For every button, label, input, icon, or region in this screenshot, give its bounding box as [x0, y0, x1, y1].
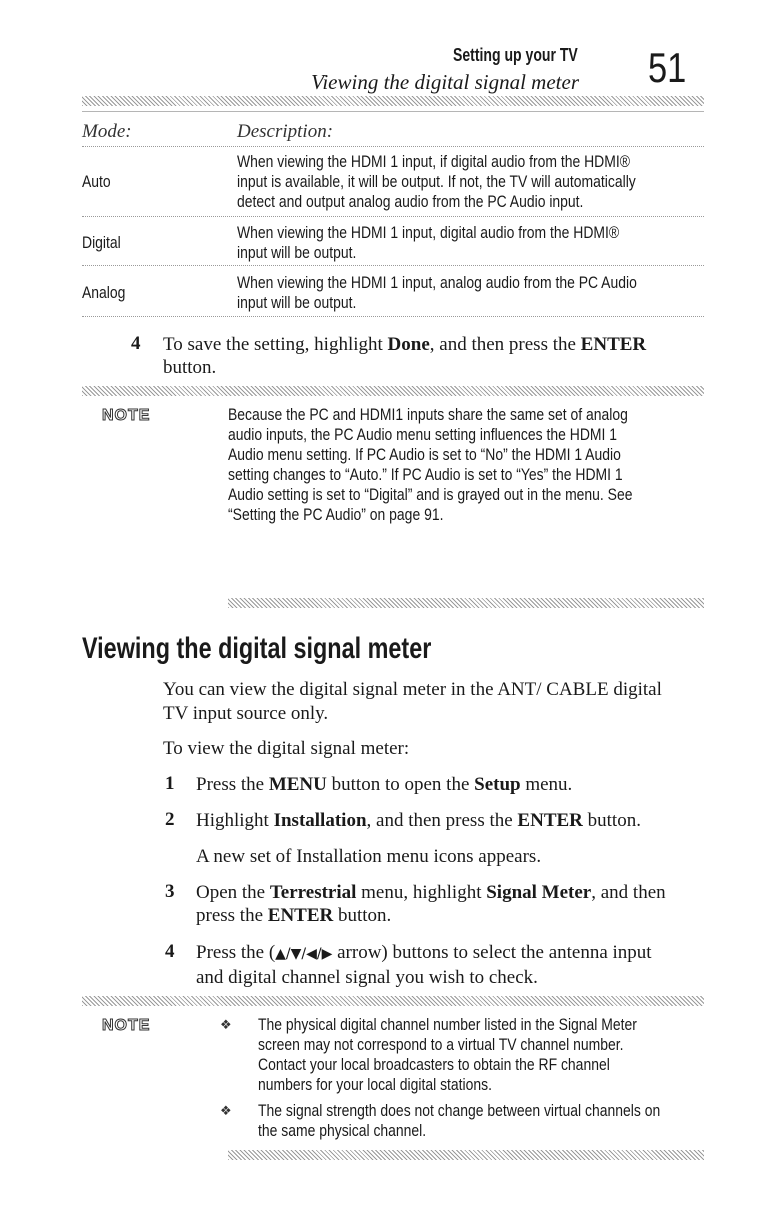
- mode-cell: Analog: [82, 283, 126, 302]
- step-number: 2: [165, 809, 175, 830]
- description-cell: [237, 223, 725, 263]
- running-header-section: Setting up your TV: [453, 45, 578, 65]
- ui-term-enter: ENTER: [267, 905, 334, 926]
- step-text-part: To save the setting, highlight: [163, 334, 388, 355]
- step-text-part: Open the: [196, 882, 270, 903]
- ui-term-signal-meter: Signal Meter: [486, 882, 592, 903]
- bullet-icon: ❖: [220, 1104, 232, 1119]
- description-cell: [237, 152, 725, 212]
- description-line: input is available, it will be output. If not, the TV will automatically: [237, 172, 636, 191]
- note-line: screen may not correspond to a virtual TV channel number.: [258, 1035, 624, 1054]
- description-line: input will be output.: [237, 293, 357, 312]
- note-line: setting changes to “Auto.” If PC Audio is set to “Yes” the HDMI 1: [228, 465, 623, 484]
- step-number: 3: [165, 881, 175, 902]
- note-line: Because the PC and HDMI1 inputs share the same set of analog: [228, 405, 628, 424]
- step-number: 4: [131, 333, 141, 354]
- ui-term-terrestrial: Terrestrial: [269, 882, 357, 903]
- description-line: When viewing the HDMI 1 input, analog audio from the PC Audio: [237, 273, 637, 292]
- note-line: The signal strength does not change between virtual channels on: [258, 1101, 661, 1120]
- table-header-description: Description:: [237, 121, 334, 142]
- note-bullet-text: [258, 1101, 701, 1141]
- ui-term-enter: ENTER: [580, 334, 647, 355]
- note-line: Audio menu setting. If PC Audio is set to “No” the HDMI 1 Audio: [228, 445, 621, 464]
- note-bullet-text: [258, 1015, 701, 1095]
- header-divider: [82, 96, 704, 106]
- step-text-part: Press the: [196, 774, 269, 795]
- step-text-part: press the: [196, 905, 268, 926]
- note-line: numbers for your local digital stations.: [258, 1075, 492, 1094]
- description-line: input will be output.: [237, 243, 357, 262]
- step-text: [196, 881, 736, 927]
- step-text-line: and digital channel signal you wish to check.: [196, 967, 538, 988]
- ui-term-done: Done: [387, 334, 430, 355]
- arrow-buttons-icon: ▲/▼/◀/▶: [275, 946, 333, 962]
- step-text-part: button to open the: [326, 774, 475, 795]
- note-label: NOTE: [102, 407, 151, 424]
- table-header-mode: Mode:: [82, 121, 132, 142]
- step-text-line: button.: [163, 357, 217, 378]
- intro-line: TV input source only.: [163, 703, 329, 724]
- table-row-rule: [82, 265, 704, 266]
- procedure-lead: To view the digital signal meter:: [163, 738, 410, 759]
- ui-term-installation: Installation: [273, 810, 367, 831]
- running-header-subtitle: Viewing the digital signal meter: [311, 70, 579, 94]
- ui-term-menu: MENU: [268, 774, 327, 795]
- table-header-rule: [82, 146, 704, 147]
- intro-paragraph: [163, 678, 723, 726]
- step-text: [196, 809, 726, 832]
- ui-term-setup: Setup: [474, 774, 521, 795]
- step-text-part: , and then press the: [429, 334, 581, 355]
- description-line: detect and output analog audio from the PC Audio input.: [237, 192, 584, 211]
- mode-cell: Auto: [82, 172, 111, 191]
- table-row-rule: [82, 216, 704, 217]
- note-line: Audio setting is set to “Digital” and is grayed out in the menu. See: [228, 485, 633, 504]
- step-text-part: Highlight: [196, 810, 274, 831]
- page-number: 51: [648, 44, 687, 91]
- note-text: [228, 405, 695, 525]
- note-top-divider: [82, 386, 704, 396]
- step-text-part: , and then: [591, 882, 666, 903]
- note-line: The physical digital channel number listed in the Signal Meter: [258, 1015, 637, 1034]
- description-cell: [237, 273, 725, 313]
- step-text: [163, 333, 723, 379]
- step-result: A new set of Installation menu icons appears.: [196, 846, 542, 867]
- note-line: “Setting the PC Audio” on page 91.: [228, 505, 444, 524]
- description-line: When viewing the HDMI 1 input, if digital audio from the HDMI®: [237, 152, 631, 171]
- note-bottom-divider: [228, 598, 704, 608]
- step-text-part: arrow) buttons to select the antenna input: [332, 942, 652, 963]
- note-line: the same physical channel.: [258, 1121, 427, 1140]
- step-text-part: , and then press the: [366, 810, 518, 831]
- step-number: 4: [165, 941, 175, 962]
- step-text-part: menu, highlight: [356, 882, 487, 903]
- step-text-part: menu.: [520, 774, 573, 795]
- note-line: Contact your local broadcasters to obtain the RF channel: [258, 1055, 610, 1074]
- step-text: [196, 941, 736, 989]
- step-number: 1: [165, 773, 175, 794]
- step-text-part: button.: [582, 810, 641, 831]
- ui-term-enter: ENTER: [517, 810, 583, 831]
- description-line: When viewing the HDMI 1 input, digital audio from the HDMI®: [237, 223, 620, 242]
- step-text-part: button.: [333, 905, 392, 926]
- intro-line: You can view the digital signal meter in the ANT/ CABLE digital: [163, 679, 662, 700]
- bullet-icon: ❖: [220, 1018, 232, 1033]
- note-label: NOTE: [102, 1017, 151, 1034]
- table-bottom-rule: [82, 316, 704, 317]
- mode-cell: Digital: [82, 233, 121, 252]
- table-top-rule: [82, 111, 704, 112]
- note-line: audio inputs, the PC Audio menu setting influences the HDMI 1: [228, 425, 618, 444]
- section-title: Viewing the digital signal meter: [82, 632, 432, 665]
- note-bottom-divider: [228, 1150, 704, 1160]
- step-text-part: Press the (: [196, 942, 276, 963]
- note-top-divider: [82, 996, 704, 1006]
- step-text: [196, 773, 726, 796]
